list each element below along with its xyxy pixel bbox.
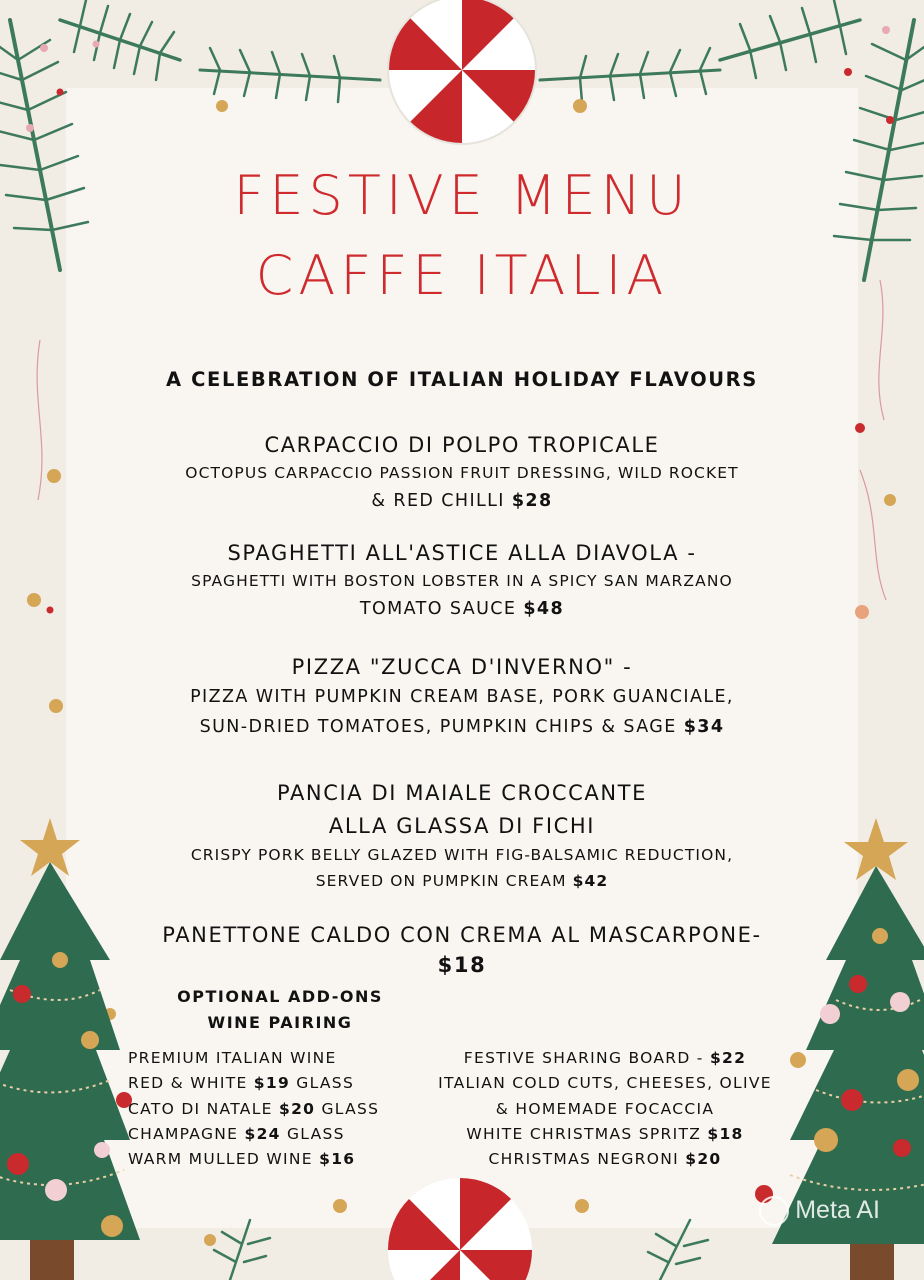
dish-price: $34 bbox=[683, 717, 725, 737]
menu-item bbox=[0, 776, 924, 894]
menu-item bbox=[0, 430, 924, 516]
wine-pairing-title: WINE PAIRING bbox=[207, 1013, 353, 1032]
sharing-list bbox=[410, 1046, 800, 1172]
list-item: WHITE CHRISTMAS SPRITZ $18 bbox=[466, 1124, 744, 1143]
addons-heading bbox=[165, 984, 395, 1036]
restaurant-name: CAFFE ITALIA bbox=[255, 244, 669, 307]
dish-description: OCTOPUS CARPACCIO PASSION FRUIT DRESSING, WILD ROCKET bbox=[185, 464, 739, 482]
dish-name: PANCIA DI MAIALE CROCCANTE bbox=[277, 781, 647, 805]
list-item: PREMIUM ITALIAN WINE bbox=[128, 1049, 337, 1067]
list-item: FESTIVE SHARING BOARD - $22 bbox=[463, 1049, 747, 1067]
list-item: CHRISTMAS NEGRONI $20 bbox=[488, 1150, 722, 1169]
peppermint-candy-icon bbox=[388, 0, 536, 144]
menu-title: FESTIVE MENU bbox=[233, 164, 691, 227]
dish-description: TOMATO SAUCE bbox=[359, 599, 517, 619]
dish-price: $42 bbox=[572, 872, 609, 890]
dish-name: PIZZA "ZUCCA D'INVERNO" - bbox=[291, 655, 633, 679]
list-item: CHAMPAGNE $24 GLASS bbox=[128, 1124, 345, 1143]
dish-description: CRISPY PORK BELLY GLAZED WITH FIG-BALSAMIC REDUCTION, bbox=[190, 846, 734, 864]
wine-list bbox=[128, 1046, 379, 1172]
dish-price: $18 bbox=[437, 953, 487, 977]
dish-price: $28 bbox=[511, 491, 553, 511]
menu-item bbox=[0, 652, 924, 742]
dish-name-line2: ALLA GLASSA DI FICHI bbox=[328, 814, 596, 838]
pine-branch-icon bbox=[0, 0, 380, 270]
dish-name: CARPACCIO DI POLPO TROPICALE bbox=[264, 433, 660, 457]
dish-description: SUN-DRIED TOMATOES, PUMPKIN CHIPS & SAGE bbox=[199, 717, 677, 737]
dish-description: PIZZA WITH PUMPKIN CREAM BASE, PORK GUANCIALE, bbox=[190, 687, 734, 707]
addons-title: OPTIONAL ADD-ONS bbox=[177, 987, 383, 1006]
menu-item bbox=[0, 538, 924, 624]
pine-branch-icon bbox=[540, 0, 924, 280]
peppermint-candy-icon bbox=[388, 1178, 532, 1280]
list-item: CATO DI NATALE $20 GLASS bbox=[128, 1099, 380, 1118]
dish-description: SPAGHETTI WITH BOSTON LOBSTER IN A SPICY SAN MARZANO bbox=[191, 572, 733, 590]
dish-description: & RED CHILLI bbox=[371, 491, 505, 511]
menu-item bbox=[0, 920, 924, 980]
list-item: RED & WHITE $19 GLASS bbox=[128, 1074, 355, 1093]
watermark: Meta AI bbox=[759, 1196, 880, 1226]
list-item: ITALIAN COLD CUTS, CHEESES, OLIVE bbox=[438, 1074, 772, 1093]
list-item: & HOMEMADE FOCACCIA bbox=[495, 1099, 715, 1118]
dish-name: SPAGHETTI ALL'ASTICE ALLA DIAVOLA - bbox=[227, 541, 697, 565]
dish-price: $48 bbox=[523, 599, 565, 619]
list-item: WARM MULLED WINE $16 bbox=[128, 1150, 356, 1169]
meta-ai-icon bbox=[759, 1196, 789, 1226]
dish-name: PANETTONE CALDO CON CREMA AL MASCARPONE- bbox=[162, 923, 762, 947]
menu-subtitle: A CELEBRATION OF ITALIAN HOLIDAY FLAVOURS bbox=[166, 368, 758, 391]
dish-description: SERVED ON PUMPKIN CREAM bbox=[315, 872, 567, 890]
